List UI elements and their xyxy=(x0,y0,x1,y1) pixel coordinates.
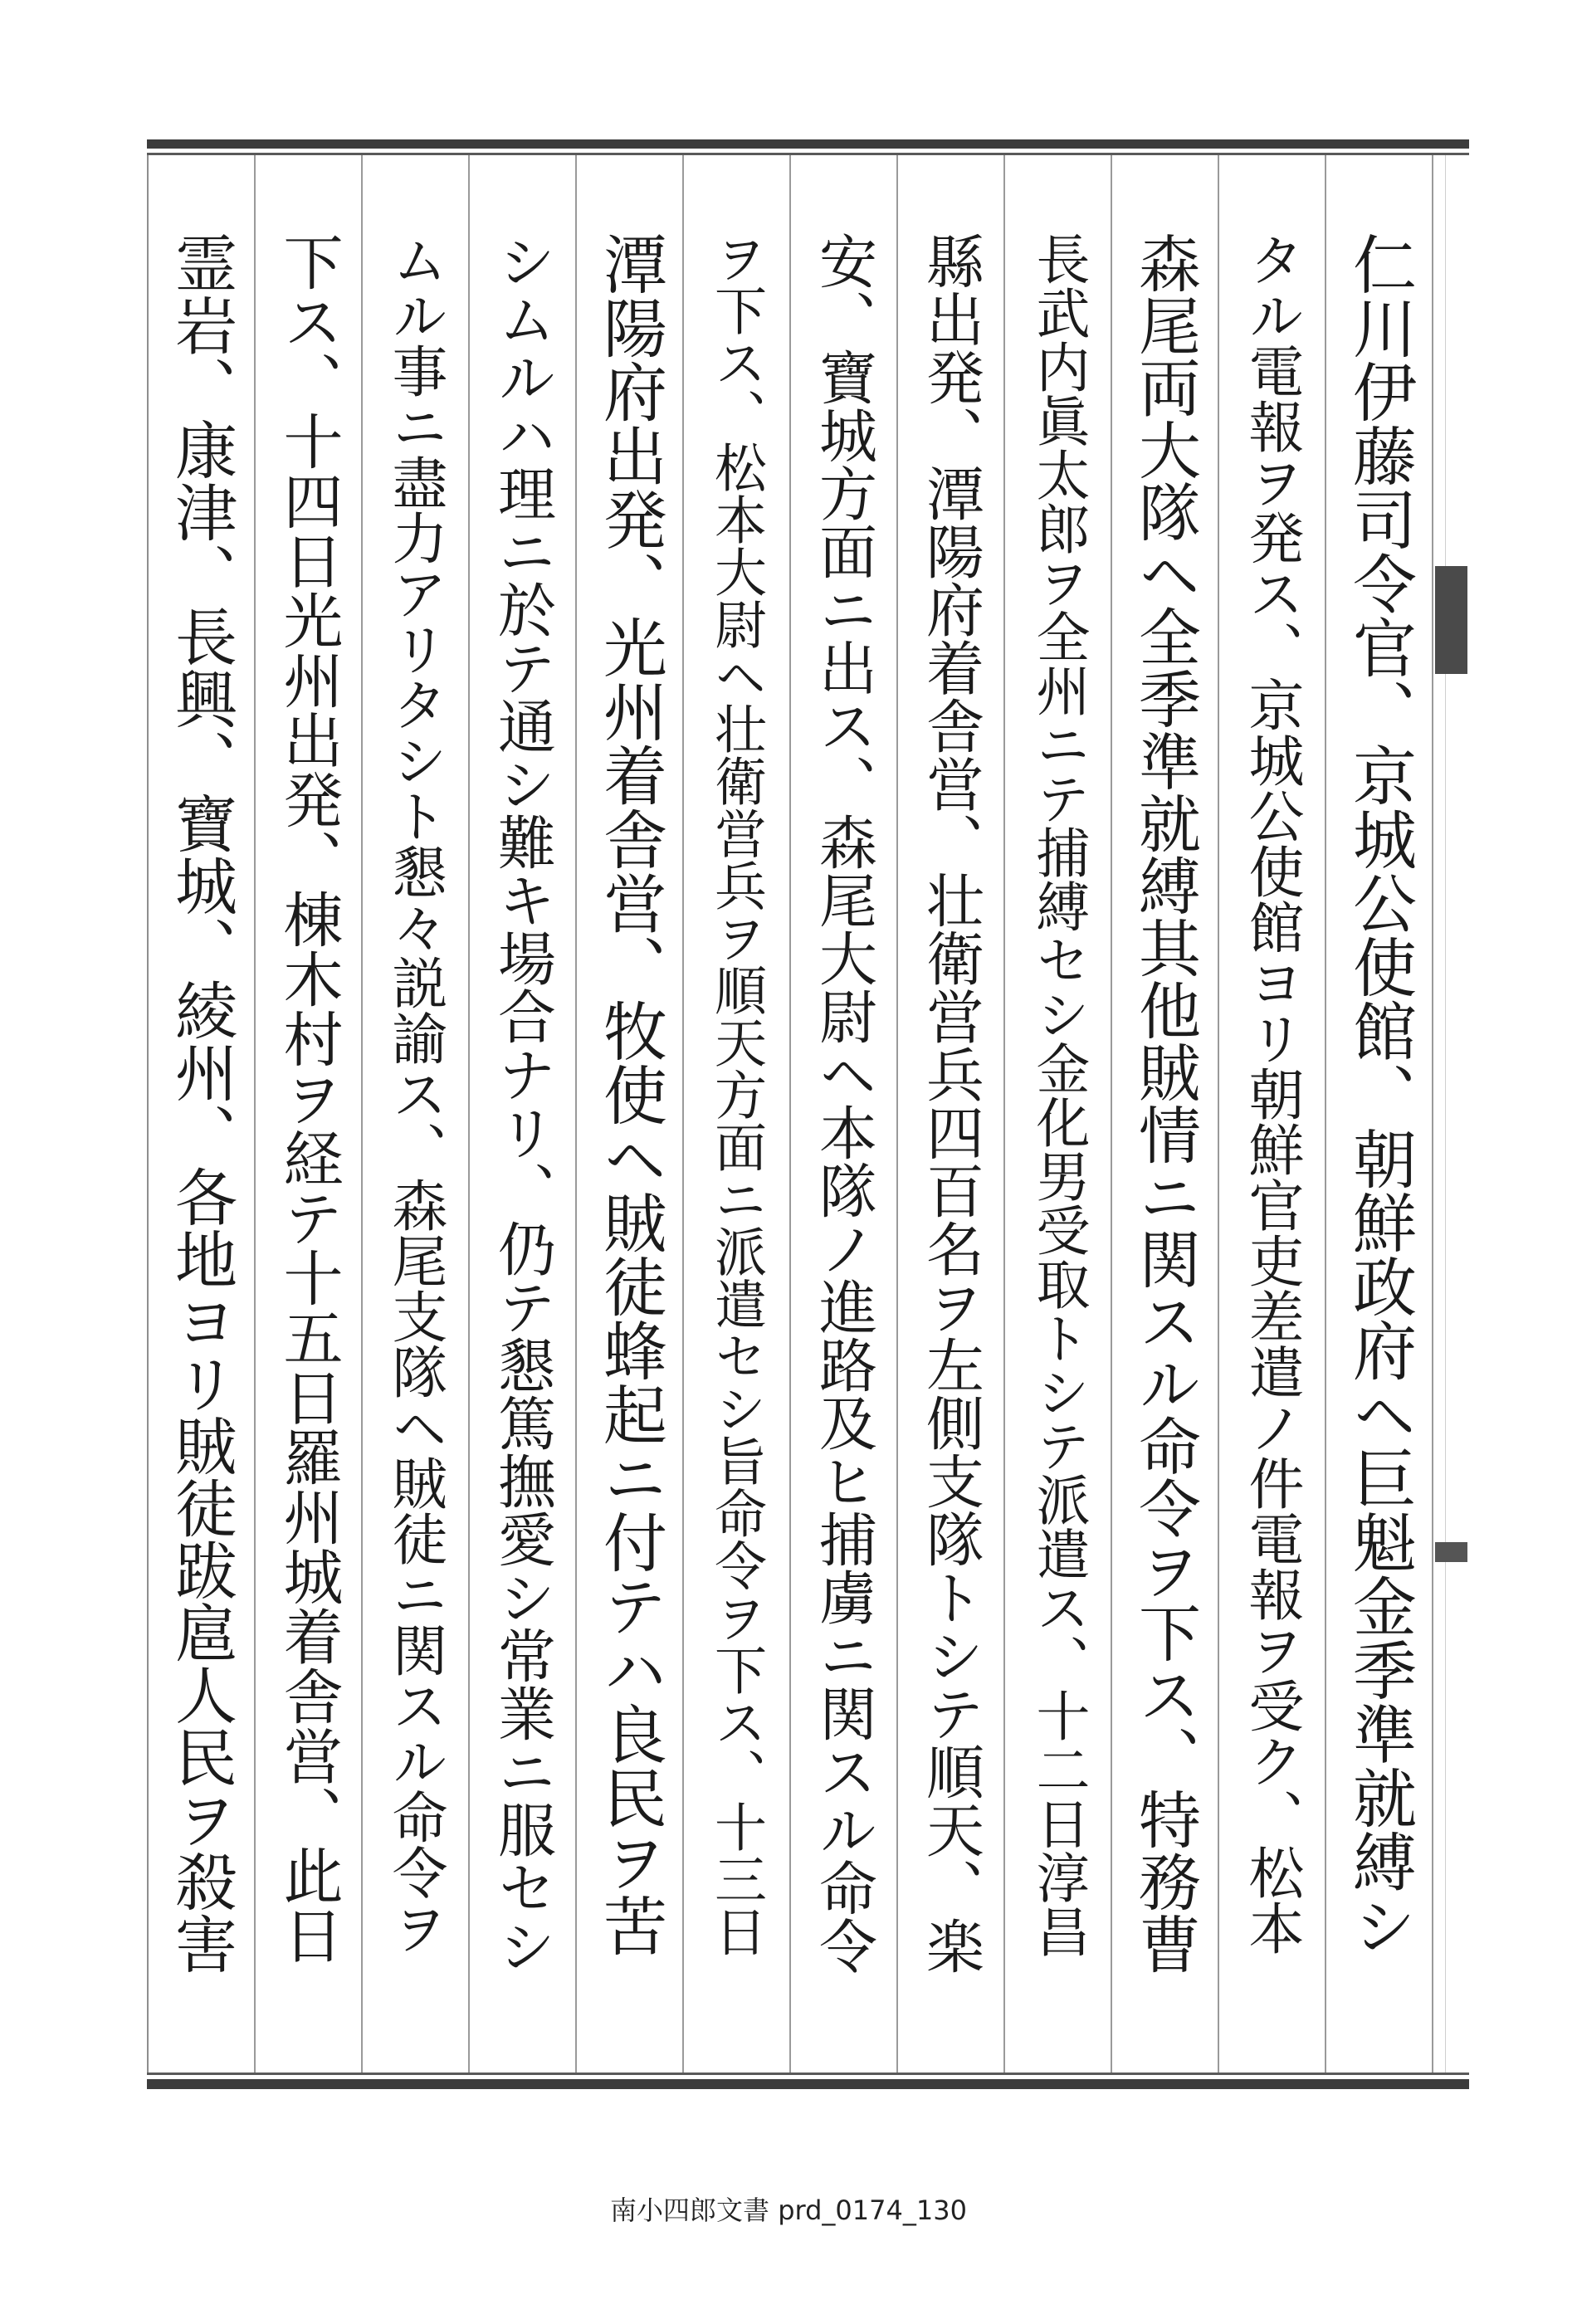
text-column: 森尾両大隊ヘ全季準就縛其他賊情ニ関スル命令ヲ下ス、特務曹 xyxy=(1129,232,1202,1975)
page-edge-small-marker xyxy=(1435,1542,1467,1562)
text-column: 仁川伊藤司令官、京城公使館、朝鮮政府ヘ巨魁金季準就縛シ xyxy=(1342,232,1416,1957)
text-column: 霊岩、康津、長興、寶城、綾州、各地ヨリ賊徒跋扈人民ヲ殺害 xyxy=(165,232,238,1975)
ruled-column-grid xyxy=(147,155,1433,2073)
bottom-border-rule xyxy=(147,2079,1469,2089)
column-cell xyxy=(470,155,577,2073)
bottom-border-thin-rule xyxy=(147,2073,1469,2075)
text-column: 下ス、十四日光州出発、棟木村ヲ経テ十五日羅州城着舎営、此日 xyxy=(273,232,344,1965)
column-cell xyxy=(149,155,256,2073)
column-cell xyxy=(898,155,1005,2073)
column-cell xyxy=(256,155,363,2073)
margin-edge-line xyxy=(1445,155,1446,2073)
text-column: タル電報ヲ発ス、京城公使館ヨリ朝鮮官吏差遣ノ件電報ヲ受ク、松本 xyxy=(1240,232,1305,1955)
column-cell xyxy=(1112,155,1219,2073)
text-column: ムル事ニ盡力アリタシト懇々説諭ス、森尾支隊ヘ賊徒ニ関スル命令ヲ xyxy=(383,232,448,1955)
text-column: シムルハ理ニ於テ通シ難キ場合ナリ、仍テ懇篤撫愛シ常業ニ服セシ xyxy=(488,232,557,1975)
text-column: ヲ下ス、松本大尉ヘ壮衛営兵ヲ順天方面ニ派遣セシ旨命令ヲ下ス、十三日 xyxy=(706,232,767,1957)
page-edge-tab-marker xyxy=(1435,566,1467,674)
text-column: 縣出発、潭陽府着舎営、壮衛営兵四百名ヲ左側支隊トシテ順天、楽 xyxy=(916,232,985,1975)
top-border-rule xyxy=(147,139,1469,149)
column-cell xyxy=(577,155,684,2073)
text-column: 安、寶城方面ニ出ス、森尾大尉ヘ本隊ノ進路及ヒ捕虜ニ関スル命令 xyxy=(809,232,878,1975)
column-cell xyxy=(363,155,470,2073)
text-column: 長武内眞太郎ヲ全州ニテ捕縛セシ金化男受取トシテ派遣ス、十二日淳昌 xyxy=(1027,232,1089,1958)
column-cell xyxy=(684,155,791,2073)
column-cell xyxy=(791,155,898,2073)
column-cell xyxy=(1005,155,1112,2073)
column-cell xyxy=(1326,155,1433,2073)
column-cell xyxy=(1219,155,1326,2073)
text-column: 潭陽府出発、光州着舎営、牧使ヘ賊徒蜂起ニ付テハ良民ヲ苦 xyxy=(593,232,666,1957)
page-caption: 南小四郎文書 prd_0174_130 xyxy=(610,2195,967,2226)
